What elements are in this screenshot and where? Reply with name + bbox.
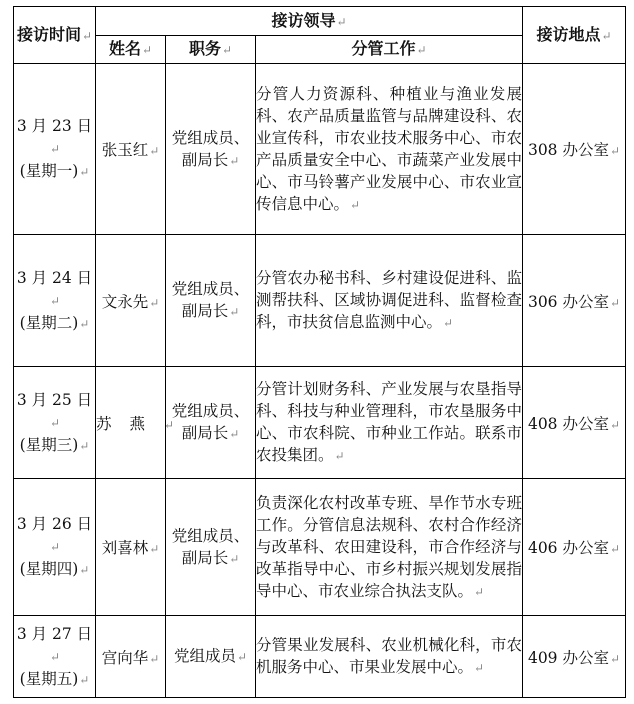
row-post-text: 党组成员、副局长 (171, 402, 250, 442)
row-name-text: 文永先 (101, 292, 149, 311)
row-name: 张玉红↵ (96, 64, 166, 235)
row-place-text: 308 办公室 (527, 141, 609, 159)
row-weekday: (星期一) (19, 162, 79, 180)
row-weekday: (星期五) (19, 669, 79, 688)
row-time: 3 月 24 日↵ (星期二)↵ (14, 235, 96, 367)
header-leader-group: 接访领导↵ (96, 7, 523, 36)
row-name: 苏燕↵ (96, 367, 166, 479)
row-place: 409 办公室↵ (523, 616, 626, 698)
row-post: 党组成员、副局长↵ (166, 479, 256, 616)
row-duty-text: 负责深化农村改革专班、旱作节水专班工作。分管信息法规科、农村合作经济与改革科、农田建设科，市合作经济与改革指导中心、市乡村振兴规划发展指导中心、市农业综合执法支队。 (256, 493, 522, 600)
row-name: 文永先↵ (96, 235, 166, 367)
row-duty-text: 分管果业发展科、农业机械化科，市农机服务中心、市果业发展中心。 (256, 636, 522, 676)
row-duty: 负责深化农村改革专班、旱作节水专班工作。分管信息法规科、农村合作经济与改革科、农田建设科，市合作经济与改革指导中心、市乡村振兴规划发展指导中心、市农业综合执法支队。↵ (256, 479, 523, 616)
row-date: 3 月 26 日 (16, 515, 93, 533)
row-duty: 分管人力资源科、种植业与渔业发展科、农产品质量监管与品牌建设科、农业宣传科，市农业技术服务中心、市农产品质量安全中心、市蔬菜产业发展中心、市马铃薯产业发展中心、市农业宣传信息中心。↵ (256, 64, 523, 235)
row-name-text: 刘喜林 (101, 539, 149, 557)
row-time: 3 月 23 日↵ (星期一)↵ (14, 64, 96, 235)
header-leader-group-label: 接访领导 (271, 10, 336, 30)
row-weekday: (星期三) (19, 435, 79, 454)
header-name-label: 姓名 (108, 39, 141, 58)
row-place: 306 办公室↵ (523, 235, 626, 367)
table-row (14, 367, 626, 479)
row-time: 3 月 27 日↵ (星期五)↵ (14, 616, 96, 698)
table-row (14, 64, 626, 235)
row-date: 3 月 24 日 (16, 268, 93, 287)
row-post: 党组成员、副局长↵ (166, 367, 256, 479)
row-post: 党组成员、副局长↵ (166, 235, 256, 367)
row-weekday: (星期四) (19, 560, 79, 578)
header-time: 接访时间↵ (14, 7, 96, 64)
table-row (14, 616, 626, 698)
row-place-text: 409 办公室 (527, 648, 609, 667)
row-duty: 分管果业发展科、农业机械化科，市农机服务中心、市果业发展中心。↵ (256, 616, 523, 698)
row-time: 3 月 25 日↵ (星期三)↵ (14, 367, 96, 479)
row-date: 3 月 27 日 (16, 624, 93, 643)
row-post-text: 党组成员 (173, 647, 236, 665)
row-date: 3 月 23 日 (16, 117, 93, 135)
row-place: 408 办公室↵ (523, 367, 626, 479)
table-row (14, 479, 626, 616)
row-place: 308 办公室↵ (523, 64, 626, 235)
row-place-text: 306 办公室 (527, 292, 609, 311)
header-post: 职务↵ (166, 36, 256, 64)
row-duty-text: 分管农办秘书科、乡村建设促进科、监测帮扶科、区域协调促进科、监督检查科，市扶贫信息监测中心。 (256, 269, 522, 331)
row-time: 3 月 26 日↵ (星期四)↵ (14, 479, 96, 616)
row-place: 406 办公室↵ (523, 479, 626, 616)
header-time-label: 接访时间 (16, 24, 81, 44)
row-duty: 分管农办秘书科、乡村建设促进科、监测帮扶科、区域协调促进科、监督检查科，市扶贫信息监测中心。↵ (256, 235, 523, 367)
row-name: 宫向华↵ (96, 616, 166, 698)
row-name-text: 张玉红 (101, 141, 149, 159)
row-post: 党组成员、副局长↵ (166, 64, 256, 235)
row-date: 3 月 25 日 (16, 390, 93, 409)
table-row (14, 235, 626, 367)
header-duty: 分管工作↵ (256, 36, 523, 64)
row-post-text: 党组成员、副局长 (171, 526, 250, 567)
row-weekday: (星期二) (19, 313, 79, 332)
row-post: 党组成员↵ (166, 616, 256, 698)
row-post-text: 党组成员、副局长 (171, 128, 250, 169)
header-post-label: 职务 (188, 39, 221, 58)
header-duty-label: 分管工作 (351, 39, 416, 58)
row-place-text: 406 办公室 (527, 539, 609, 557)
header-name: 姓名↵ (96, 36, 166, 64)
row-place-text: 408 办公室 (527, 414, 609, 433)
row-duty-text: 分管人力资源科、种植业与渔业发展科、农产品质量监管与品牌建设科、农业宣传科，市农业技术服务中心、市农产品质量安全中心、市蔬菜产业发展中心、市马铃薯产业发展中心、市农业宣传信息中心。 (256, 84, 522, 213)
header-place-label: 接访地点 (536, 24, 601, 44)
row-name-text: 苏燕 (96, 414, 164, 433)
row-name: 刘喜林↵ (96, 479, 166, 616)
row-duty-text: 分管计划财务科、产业发展与农垦指导科、科技与种业管理科，市农垦服务中心、市农科院、市种业工作站。联系市农投集团。 (256, 380, 522, 464)
reception-schedule-table (13, 6, 626, 698)
header-place: 接访地点↵ (523, 7, 626, 64)
row-post-text: 党组成员、副局长 (171, 280, 250, 320)
row-name-text: 宫向华 (101, 648, 149, 667)
row-duty: 分管计划财务科、产业发展与农垦指导科、科技与种业管理科，市农垦服务中心、市农科院、市种业工作站。联系市农投集团。↵ (256, 367, 523, 479)
